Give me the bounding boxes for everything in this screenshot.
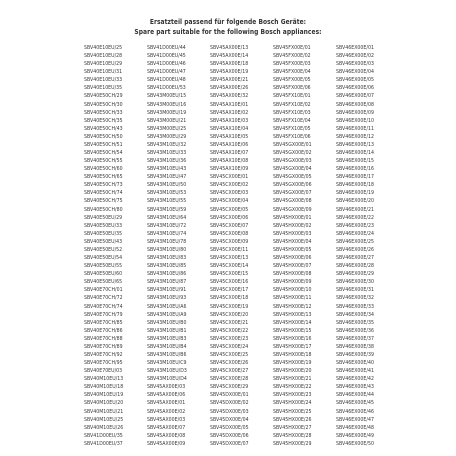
model-number: SBV45AX00E/08 bbox=[147, 432, 186, 439]
model-number: SBV45HX00E/21 bbox=[273, 376, 312, 383]
model-number: SBV45FX00E/01 bbox=[273, 45, 311, 51]
model-number: SBV46EX00E/16 bbox=[336, 166, 374, 173]
model-number: SBV45CX00E/15 bbox=[210, 271, 249, 278]
model-number: SBV43M10EU/86 bbox=[147, 271, 187, 278]
model-number: SBV45HX00E/01 bbox=[273, 214, 312, 221]
model-number: SBV45HX00E/02 bbox=[273, 222, 312, 229]
model-number: SBV45GX00E/01 bbox=[273, 141, 312, 148]
model-number: SBV40E70CH/72 bbox=[84, 295, 123, 302]
model-number: SBV41D00EU/37 bbox=[84, 440, 123, 447]
model-number: SBV40E70EU/03 bbox=[84, 368, 123, 375]
model-number: SBV46EX00E/46 bbox=[336, 408, 374, 415]
model-number: SBV40E50CH/43 bbox=[84, 125, 123, 132]
model-number: SBV45HX00E/22 bbox=[273, 384, 312, 391]
model-number: SBV46EX00E/43 bbox=[336, 384, 374, 391]
model-number: SBV45CX00E/03 bbox=[210, 190, 249, 197]
model-number: SBV45AX10E/06 bbox=[210, 141, 249, 148]
model-number: SBV45HX00E/29 bbox=[273, 440, 312, 447]
model-number: SBV40E50EU/65 bbox=[84, 279, 123, 286]
model-number: SBV45FX00E/03 bbox=[273, 61, 311, 68]
model-number: SBV46EX00E/44 bbox=[336, 392, 374, 399]
model-number: SBV45CX00E/08 bbox=[210, 230, 249, 237]
model-number: SBV45CX00E/06 bbox=[210, 214, 249, 221]
model-number: SBV40M10EU/25 bbox=[84, 416, 124, 423]
model-number: SBV40E10EU/31 bbox=[84, 69, 123, 76]
model-number: SBV41D00EU/45 bbox=[147, 53, 186, 60]
model-number: SBV40E50CH/55 bbox=[84, 158, 123, 165]
model-number: SBV45AX10E/04 bbox=[210, 125, 249, 132]
model-number: SBV46EX00E/18 bbox=[336, 182, 374, 189]
model-number: SBV41D00EU/46 bbox=[147, 61, 186, 68]
model-number: SBV43M10EU/72 bbox=[147, 222, 187, 229]
model-number: SBV45AX10E/01 bbox=[210, 101, 249, 108]
model-number: SBV46EX00E/08 bbox=[336, 101, 374, 108]
model-number: SBV45AX00E/02 bbox=[147, 408, 186, 415]
model-number: SBV46EX00E/02 bbox=[336, 53, 374, 60]
model-number: SBV45HX00E/24 bbox=[273, 400, 312, 407]
model-number: SBV45AX00E/01 bbox=[147, 400, 186, 407]
model-number: SBV41D00EU/35 bbox=[84, 432, 123, 439]
title-english: Spare part suitable for the following Bosch appliances: bbox=[134, 28, 322, 36]
model-number: SBV45CX00E/21 bbox=[210, 319, 249, 326]
model-number: SBV45AX00E/03 bbox=[147, 416, 186, 423]
model-number: SBV46EX00E/22 bbox=[336, 214, 374, 221]
model-number: SBV40E70CH/85 bbox=[84, 319, 123, 326]
model-number: SBV40E50CH/80 bbox=[84, 206, 123, 213]
model-number: SBV40E70CH/79 bbox=[84, 311, 123, 318]
model-number: SBV43M10EU/32 bbox=[147, 141, 187, 148]
model-number: SBV46EX00E/39 bbox=[336, 351, 374, 358]
model-number: SBV40E50CH/74 bbox=[84, 190, 123, 197]
model-number: SBV40E50CH/73 bbox=[84, 182, 123, 189]
model-number: SBV45CX00E/27 bbox=[210, 368, 249, 375]
model-number: SBV46EX00E/13 bbox=[336, 141, 374, 148]
model-number: SBV43M10EU/47 bbox=[147, 174, 187, 181]
model-number: SBV45HX00E/05 bbox=[273, 246, 312, 253]
model-number: SBV46EX00E/29 bbox=[336, 271, 374, 278]
model-number: SBV46EX00E/05 bbox=[336, 77, 374, 84]
model-number: SBV43M00EU/16 bbox=[147, 101, 187, 108]
model-number: SBV43M00EU/21 bbox=[147, 117, 187, 124]
model-number: SBV40E50CH/30 bbox=[84, 101, 123, 108]
model-number: SBV43M10EU/C9 bbox=[147, 360, 187, 367]
model-number: SBV46EX00E/37 bbox=[336, 335, 374, 342]
model-number: SBV43M10EU/85 bbox=[147, 263, 187, 270]
model-number: SBV45HX00E/03 bbox=[273, 230, 312, 237]
model-number: SBV40E70CH/74 bbox=[84, 303, 123, 310]
model-column bbox=[84, 44, 139, 448]
model-number: SBV45CX00E/01 bbox=[210, 174, 249, 181]
model-number: SBV45CX00E/04 bbox=[210, 198, 249, 205]
model-number: SBV45CX00E/17 bbox=[210, 287, 249, 294]
model-number: SBV46EX00E/36 bbox=[336, 327, 374, 334]
model-number: SBV40M10EU/20 bbox=[84, 400, 124, 407]
model-number: SBV43M10EU/83 bbox=[147, 255, 187, 262]
model-number: SBV45AX00E/03 bbox=[147, 384, 186, 391]
model-number: SBV45CX00E/28 bbox=[210, 376, 249, 383]
model-number: SBV40E50CH/75 bbox=[84, 198, 123, 205]
model-number: SBV40E70CH/92 bbox=[84, 351, 123, 358]
model-number: SBV45CX00E/05 bbox=[210, 206, 249, 213]
model-number: SBV40E50EU/43 bbox=[84, 238, 123, 245]
model-number: SBV45DX00E/01 bbox=[210, 392, 249, 399]
model-number: SBV40E50EU/33 bbox=[84, 222, 123, 229]
model-number: SBV45FX10E/05 bbox=[273, 125, 311, 132]
model-number: SBV45CX00E/22 bbox=[210, 327, 249, 334]
model-number: SBV45AX10E/07 bbox=[210, 150, 249, 157]
model-number: SBV40E50EU/35 bbox=[84, 230, 123, 237]
model-number: SBV40E50EU/55 bbox=[84, 263, 123, 270]
model-number: SBV40E70CH/86 bbox=[84, 327, 123, 334]
model-number: SBV40E10EU/25 bbox=[84, 45, 123, 51]
model-number: SBV40E50EU/54 bbox=[84, 255, 123, 262]
model-number: SBV40E10EU/33 bbox=[84, 77, 123, 84]
model-number: SBV45HX00E/07 bbox=[273, 263, 312, 270]
model-number: SBV45CX00E/02 bbox=[210, 182, 249, 189]
model-number: SBV40E10EU/35 bbox=[84, 85, 123, 92]
model-number: SBV46EX00E/19 bbox=[336, 190, 374, 197]
model-number: SBV43M10EU/50 bbox=[147, 182, 187, 189]
model-number: SBV40E50CH/51 bbox=[84, 141, 123, 148]
model-number: SBV40M10EU/21 bbox=[84, 408, 124, 415]
model-number: SBV45CX00E/09 bbox=[210, 238, 249, 245]
title-german: Ersatzteil passend für folgende Bosch Geräte: bbox=[149, 18, 307, 26]
model-number: SBV45AX00E/06 bbox=[147, 392, 186, 399]
model-number: SBV46EX00E/11 bbox=[336, 125, 374, 132]
model-number: SBV40E50CH/35 bbox=[84, 117, 123, 124]
model-number: SBV46EX00E/27 bbox=[336, 255, 374, 262]
model-number: SBV45HX00E/27 bbox=[273, 424, 312, 431]
model-number: SBV40E70CH/95 bbox=[84, 360, 123, 367]
model-number: SBV40M10EU/18 bbox=[84, 384, 124, 391]
model-number: SBV46EX00E/45 bbox=[336, 400, 374, 407]
model-number: SBV40E50CH/33 bbox=[84, 109, 123, 116]
model-number: SBV45FX00E/04 bbox=[273, 69, 311, 76]
model-number: SBV45AX00E/07 bbox=[147, 424, 186, 431]
model-number: SBV45HX00E/20 bbox=[273, 368, 312, 375]
model-number: SBV43M10EU/B0 bbox=[147, 319, 187, 326]
model-number: SBV43M10EU/B1 bbox=[147, 327, 187, 334]
model-number: SBV45HX00E/09 bbox=[273, 279, 312, 286]
model-number: SBV40E50CH/54 bbox=[84, 150, 123, 157]
model-number: SBV43M00EU/19 bbox=[147, 109, 187, 116]
model-number: SBV43M10EU/64 bbox=[147, 214, 187, 221]
model-column bbox=[210, 44, 265, 448]
model-number: SBV43M10EU/74 bbox=[147, 230, 187, 237]
model-number: SBV45HX00E/26 bbox=[273, 416, 312, 423]
model-number: SBV46EX00E/50 bbox=[336, 440, 374, 447]
model-number: SBV46EX00E/09 bbox=[336, 109, 374, 116]
model-number: SBV45AX00E/21 bbox=[210, 77, 249, 84]
model-number: SBV40E10EU/28 bbox=[84, 53, 123, 60]
model-number: SBV46EX00E/31 bbox=[336, 287, 374, 294]
model-number: SBV45FX00E/02 bbox=[273, 53, 311, 60]
model-number: SBV40E50EU/60 bbox=[84, 271, 123, 278]
model-number: SBV45AX00E/32 bbox=[210, 93, 249, 100]
model-number: SBV43M10EU/33 bbox=[147, 150, 187, 157]
model-column bbox=[147, 44, 202, 448]
model-number: SBV46EX00E/01 bbox=[336, 45, 374, 51]
model-number: SBV46EX00E/23 bbox=[336, 222, 374, 229]
model-number: SBV40E70CH/01 bbox=[84, 287, 123, 294]
model-number: SBV43M10EU/80 bbox=[147, 246, 187, 253]
model-number: SBV40E50CH/65 bbox=[84, 174, 123, 181]
model-number: SBV40E50CH/60 bbox=[84, 166, 123, 173]
model-number: SBV45CX00E/26 bbox=[210, 360, 249, 367]
model-number: SBV45CX00E/29 bbox=[210, 384, 249, 391]
model-number: SBV43M10EU/B3 bbox=[147, 335, 187, 342]
model-number: SBV45AX10E/08 bbox=[210, 158, 249, 165]
model-number: SBV45CX00E/11 bbox=[210, 246, 249, 253]
model-number: SBV45FX00E/06 bbox=[273, 85, 311, 92]
model-number: SBV45CX00E/19 bbox=[210, 303, 249, 310]
model-number: SBV46EX00E/03 bbox=[336, 61, 374, 68]
model-number: SBV45FX10E/01 bbox=[273, 93, 311, 100]
model-number: SBV43M10EU/A9 bbox=[147, 311, 187, 318]
model-number: SBV46EX00E/15 bbox=[336, 158, 374, 165]
model-column bbox=[336, 44, 391, 448]
model-number: SBV45CX00E/16 bbox=[210, 279, 249, 286]
model-number: SBV45HX00E/23 bbox=[273, 392, 312, 399]
model-number: SBV45HX00E/12 bbox=[273, 303, 312, 310]
model-number: SBV45GX00E/03 bbox=[273, 158, 312, 165]
model-number: SBV46EX00E/47 bbox=[336, 416, 374, 423]
model-column bbox=[273, 44, 328, 448]
model-number: SBV45HX00E/15 bbox=[273, 327, 312, 334]
model-number: SBV45HX00E/04 bbox=[273, 238, 312, 245]
model-number: SBV45FX10E/03 bbox=[273, 109, 311, 116]
model-number: SBV41D00EU/44 bbox=[147, 45, 186, 51]
model-number: SBV45CX00E/14 bbox=[210, 263, 249, 270]
model-number: SBV46EX00E/48 bbox=[336, 424, 374, 431]
model-number: SBV40E10EU/29 bbox=[84, 61, 123, 68]
model-number: SBV40E50EU/29 bbox=[84, 214, 123, 221]
model-number: SBV46EX00E/14 bbox=[336, 150, 374, 157]
model-number: SBV46EX00E/34 bbox=[336, 311, 374, 318]
model-number: SBV45CX00E/23 bbox=[210, 335, 249, 342]
model-number: SBV46EX00E/41 bbox=[336, 368, 374, 375]
model-number: SBV45HX00E/08 bbox=[273, 271, 312, 278]
model-number: SBV43M10EU/36 bbox=[147, 158, 187, 165]
model-number: SBV45AX10E/05 bbox=[210, 133, 249, 140]
model-number: SBV43M10EU/55 bbox=[147, 198, 187, 205]
model-number: SBV46EX00E/06 bbox=[336, 85, 374, 92]
model-number: SBV46EX00E/07 bbox=[336, 93, 374, 100]
model-number: SBV45AX00E/13 bbox=[210, 45, 249, 51]
model-number: SBV45HX00E/18 bbox=[273, 351, 312, 358]
model-number: SBV43M10EU/D4 bbox=[147, 376, 187, 383]
model-number: SBV45HX00E/25 bbox=[273, 408, 312, 415]
model-number: SBV43M10EU/91 bbox=[147, 287, 187, 294]
model-number: SBV45GX00E/06 bbox=[273, 182, 312, 189]
model-number: SBV40E50CH/50 bbox=[84, 133, 123, 140]
model-number: SBV45AX10E/09 bbox=[210, 166, 249, 173]
model-number: SBV46EX00E/49 bbox=[336, 432, 374, 439]
model-number: SBV45FX10E/06 bbox=[273, 133, 311, 140]
model-number: SBV45CX00E/25 bbox=[210, 351, 249, 358]
model-number: SBV45AX00E/26 bbox=[210, 85, 249, 92]
model-number: SBV46EX00E/33 bbox=[336, 303, 374, 310]
model-number: SBV46EX00E/42 bbox=[336, 376, 374, 383]
model-number: SBV45GX00E/09 bbox=[273, 206, 312, 213]
model-number: SBV45AX00E/14 bbox=[210, 53, 249, 60]
model-number: SBV45DX00E/06 bbox=[210, 432, 249, 439]
model-number: SBV43M10EU/78 bbox=[147, 238, 187, 245]
model-number: SBV46EX00E/20 bbox=[336, 198, 374, 205]
model-number: SBV46EX00E/10 bbox=[336, 117, 374, 124]
model-number: SBV45GX00E/07 bbox=[273, 190, 312, 197]
model-number: SBV46EX00E/26 bbox=[336, 246, 374, 253]
model-number: SBV45DX00E/02 bbox=[210, 400, 249, 407]
model-number: SBV46EX00E/25 bbox=[336, 238, 374, 245]
model-number: SBV45HX00E/17 bbox=[273, 343, 312, 350]
model-number: SBV45HX00E/28 bbox=[273, 432, 312, 439]
model-number: SBV45CX00E/24 bbox=[210, 343, 249, 350]
appliance-model-grid bbox=[84, 44, 396, 448]
model-number: SBV45HX00E/19 bbox=[273, 360, 312, 367]
model-number: SBV40E70CH/88 bbox=[84, 335, 123, 342]
model-number: SBV45CX00E/20 bbox=[210, 311, 249, 318]
model-number: SBV45FX10E/04 bbox=[273, 117, 311, 124]
model-number: SBV40M10EU/13 bbox=[84, 376, 124, 383]
model-number: SBV43M10EU/43 bbox=[147, 166, 187, 173]
model-number: SBV45HX00E/11 bbox=[273, 295, 312, 302]
model-number: SBV41D00EU/53 bbox=[147, 85, 186, 92]
model-number: SBV45HX00E/10 bbox=[273, 287, 312, 294]
model-number: SBV45AX10E/03 bbox=[210, 117, 249, 124]
model-number: SBV45GX00E/08 bbox=[273, 198, 312, 205]
model-number: SBV43M10EU/B6 bbox=[147, 351, 187, 358]
model-number: SBV45DX00E/05 bbox=[210, 424, 249, 431]
model-number: SBV45CX00E/13 bbox=[210, 255, 249, 262]
model-number: SBV45HX00E/06 bbox=[273, 255, 312, 262]
model-number: SBV45HX00E/14 bbox=[273, 319, 312, 326]
model-number: SBV46EX00E/24 bbox=[336, 230, 374, 237]
model-number: SBV43M00EU/25 bbox=[147, 125, 187, 132]
model-number: SBV46EX00E/35 bbox=[336, 319, 374, 326]
model-number: SBV46EX00E/17 bbox=[336, 174, 374, 181]
model-number: SBV40E70CH/89 bbox=[84, 343, 123, 350]
model-number: SBV46EX00E/38 bbox=[336, 343, 374, 350]
model-number: SBV43M10EU/D3 bbox=[147, 368, 187, 375]
model-number: SBV45AX10E/02 bbox=[210, 109, 249, 116]
model-number: SBV46EX00E/28 bbox=[336, 263, 374, 270]
model-number: SBV43M10EU/A6 bbox=[147, 303, 187, 310]
model-number: SBV45HX00E/13 bbox=[273, 311, 312, 318]
model-number: SBV43M10EU/87 bbox=[147, 279, 187, 286]
model-number: SBV46EX00E/12 bbox=[336, 133, 374, 140]
model-number: SBV45FX00E/05 bbox=[273, 77, 311, 84]
model-number: SBV45CX00E/07 bbox=[210, 222, 249, 229]
model-number: SBV43M10EU/59 bbox=[147, 206, 187, 213]
model-number: SBV45GX00E/05 bbox=[273, 174, 312, 181]
model-number: SBV45CX00E/18 bbox=[210, 295, 249, 302]
model-number: SBV45FX10E/02 bbox=[273, 101, 311, 108]
title-block bbox=[0, 17, 456, 37]
model-number: SBV45AX00E/09 bbox=[147, 440, 186, 447]
model-number: SBV45AX00E/19 bbox=[210, 69, 249, 76]
model-number: SBV40M10EU/26 bbox=[84, 424, 124, 431]
model-number: SBV41D00EU/47 bbox=[147, 69, 186, 76]
model-number: SBV40E50EU/52 bbox=[84, 246, 123, 253]
model-number: SBV45GX00E/04 bbox=[273, 166, 312, 173]
model-number: SBV45GX00E/02 bbox=[273, 150, 312, 157]
model-number: SBV45HX00E/16 bbox=[273, 335, 312, 342]
model-number: SBV43M10EU/B4 bbox=[147, 343, 187, 350]
model-number: SBV43M00EU/29 bbox=[147, 133, 187, 140]
model-number: SBV41D00EU/48 bbox=[147, 77, 186, 84]
model-number: SBV46EX00E/32 bbox=[336, 295, 374, 302]
model-number: SBV40E50CH/29 bbox=[84, 93, 123, 100]
model-number: SBV46EX00E/40 bbox=[336, 360, 374, 367]
model-number: SBV46EX00E/04 bbox=[336, 69, 374, 76]
model-number: SBV46EX00E/21 bbox=[336, 206, 374, 213]
model-number: SBV45AX00E/18 bbox=[210, 61, 249, 68]
model-number: SBV45DX00E/07 bbox=[210, 440, 249, 447]
model-number: SBV45DX00E/03 bbox=[210, 408, 249, 415]
model-number: SBV45DX00E/04 bbox=[210, 416, 249, 423]
model-number: SBV40M10EU/19 bbox=[84, 392, 124, 399]
model-number: SBV43M10EU/53 bbox=[147, 190, 187, 197]
model-number: SBV43M00EU/15 bbox=[147, 93, 187, 100]
model-number: SBV46EX00E/30 bbox=[336, 279, 374, 286]
model-number: SBV43M10EU/93 bbox=[147, 295, 187, 302]
